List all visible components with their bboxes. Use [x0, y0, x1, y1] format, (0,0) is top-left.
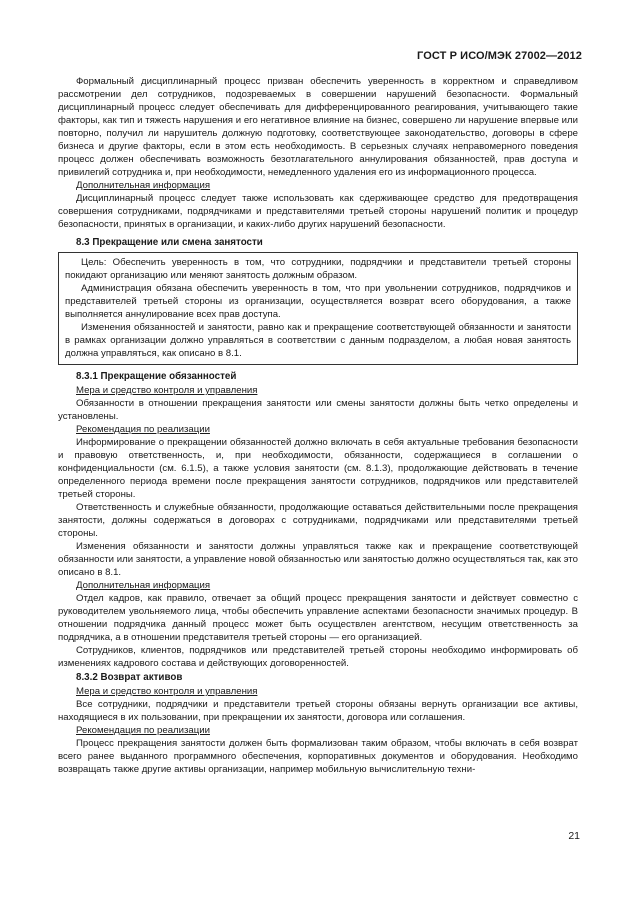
additional-info-label: Дополнительная информация: [76, 180, 211, 191]
paragraph: Изменения обязанности и занятости должны управляться также как и прекращение соответствующей обязанности или занятости, а управление новой обязанностью или занятостью должно осуществляться так, как это описано в 8.1.: [58, 541, 578, 578]
goal-box: [58, 252, 578, 365]
page-content: [58, 75, 578, 776]
additional-info-label: Дополнительная информация: [76, 580, 211, 591]
section-heading-8-3-1: 8.3.1 Прекращение обязанностей: [76, 371, 237, 382]
guidance-label: Рекомендация по реализации: [76, 725, 210, 736]
section-heading-8-3: 8.3 Прекращение или смена занятости: [76, 237, 263, 248]
goal-text: Цель: Обеспечить уверенность в том, что сотрудники, подрядчики и представители третьей стороны покидают организацию или меняют занятость должным образом.: [65, 257, 571, 281]
page-number: 21: [568, 830, 580, 842]
paragraph: Все сотрудники, подрядчики и представители третьей стороны обязаны вернуть организации все активы, находящиеся в их пользовании, при прекращении их занятости, договора или соглашения.: [58, 699, 578, 723]
box-paragraph: Администрация обязана обеспечить уверенность в том, что при увольнении сотрудников, подрядчиков и представителей третьей стороны из организации, осуществляется возврат всего оборудования, а также выполняется аннулирование всех прав доступа.: [65, 283, 571, 320]
paragraph: Сотрудников, клиентов, подрядчиков или представителей третьей стороны необходимо информировать об изменениях кадрового состава и действующих договоренностей.: [58, 645, 578, 669]
control-label: Мера и средство контроля и управления: [76, 686, 258, 697]
paragraph: Дисциплинарный процесс следует также использовать как сдерживающее средство для предотвращения совершения сотрудниками, подрядчиками и представителями третьей стороны нарушений политик и процедур безопасности, принятых в организации, и каких-либо других нарушений безопасности.: [58, 193, 578, 230]
control-label: Мера и средство контроля и управления: [76, 385, 258, 396]
box-paragraph: Изменения обязанностей и занятости, равно как и прекращение соответствующей обязанности и занятости в рамках организации должно управляться в соответствии с данным подразделом, а любая новая занятость должна управляться, как описано в 8.1.: [65, 322, 571, 359]
standard-header: ГОСТ Р ИСО/МЭК 27002—2012: [417, 50, 582, 62]
paragraph: Формальный дисциплинарный процесс призван обеспечить уверенность в корректном и справедливом рассмотрении дел сотрудников, подозреваемых в совершении нарушений безопасности. Формальный дисциплинарный процесс следует обеспечивать для дифференцированного реагирования, учитывающего такие факторы, как тип и тяжесть нарушения и его негативное влияние на бизнес, совершено ли нарушение впервые или повторно, получил ли нарушитель должную подготовку, соответствующее законодательство, договоры в сфере бизнеса и другие факторы, если в этом есть необходимость. В серьезных случаях неправомерного поведения процесс должен обеспечивать возможность безотлагательного аннулирования обязанностей, прав доступа и привилегий сотрудника и, при необходимости, немедленного удаления его из информационного процесса.: [58, 76, 578, 178]
paragraph: Информирование о прекращении обязанностей должно включать в себя актуальные требования безопасности и правовую ответственность, и, при необходимости, обязанности, содержащиеся в соглашении о конфиденциальности (см. 6.1.5), а также условия занятости (см. 8.1.3), продолжающие действовать в течение определенного периода времени после прекращения занятости сотрудников, подрядчиков или представителей третьей стороны.: [58, 437, 578, 500]
paragraph: Ответственность и служебные обязанности, продолжающие оставаться действительными после прекращения занятости, должны содержаться в договорах с сотрудниками, подрядчиками или представителями третьей стороны.: [58, 502, 578, 539]
paragraph: Процесс прекращения занятости должен быть формализован таким образом, чтобы включать в себя возврат всего ранее выданного программного обеспечения, корпоративных документов и оборудования. Необходимо возвращать также другие активы организации, например мобильную вычислительную техни-: [58, 738, 578, 775]
section-heading-8-3-2: 8.3.2 Возврат активов: [76, 672, 183, 683]
guidance-label: Рекомендация по реализации: [76, 424, 210, 435]
paragraph: Отдел кадров, как правило, отвечает за общий процесс прекращения занятости и действует совместно с руководителем увольняемого лица, чтобы обеспечить управление аспектами безопасности значимых процедур. В отношении подрядчика данный процесс может быть осуществлен агентством, несущим ответственность за подрядчика, а в отношении представителя третьей стороны — его организацией.: [58, 593, 578, 643]
paragraph: Обязанности в отношении прекращения занятости или смены занятости должны быть четко определены и установлены.: [58, 398, 578, 422]
